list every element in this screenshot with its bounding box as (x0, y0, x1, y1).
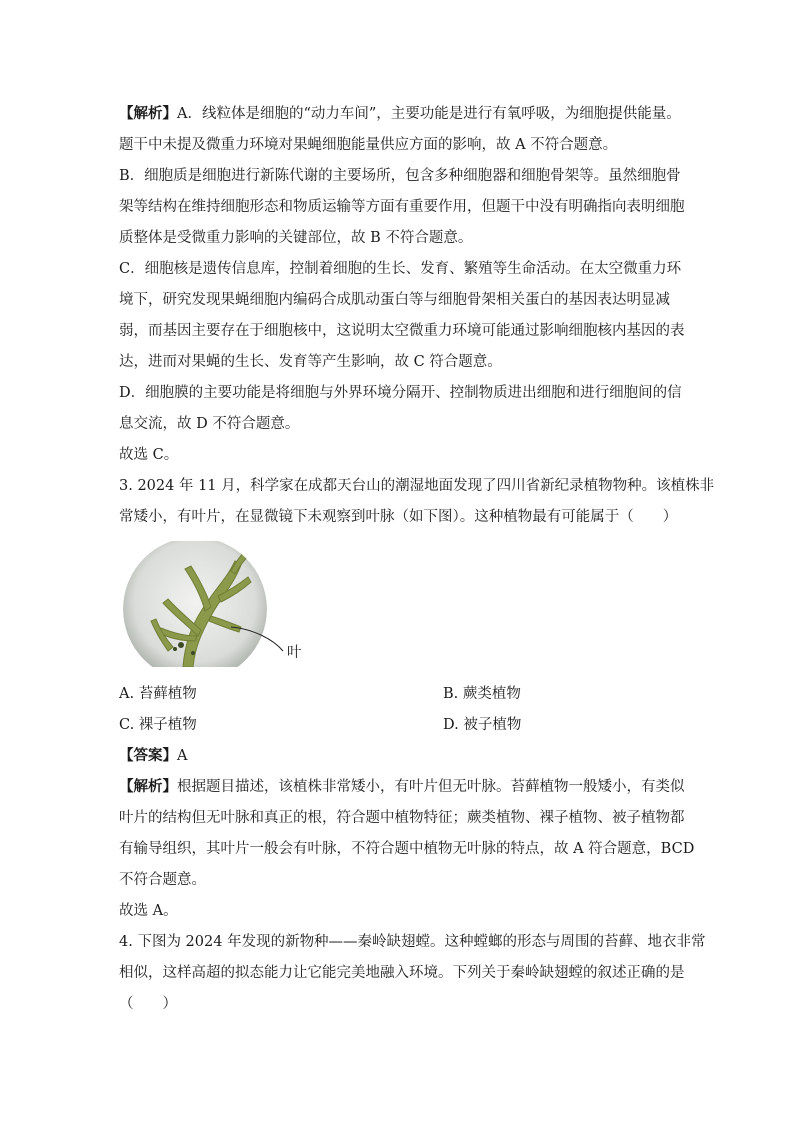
answer-heading: 【答案】 (119, 747, 177, 764)
option-a: A. 苔藓植物 (119, 686, 197, 702)
analysis-line-b3: 质整体是受微重力影响的关键部位，故 B 不符合题意。 (119, 230, 473, 246)
q3-analysis-line1: 【解析】根据题目描述，该植株非常矮小，有叶片但无叶脉。苔藓植物一般矮小，有类似 (119, 778, 685, 795)
answer-line (119, 746, 187, 766)
option-d: D. 被子植物 (443, 717, 522, 733)
moss-microscope-figure (123, 541, 313, 667)
q4-stem-line3: （ ） (119, 996, 177, 1012)
analysis-line-a2: 题干中未提及微重力环境对果蝇细胞能量供应方面的影响，故 A 不符合题意。 (119, 137, 618, 153)
q3-analysis-line4: 不符合题意。 (119, 872, 206, 888)
analysis-line-d2: 息交流，故 D 不符合题意。 (119, 416, 300, 432)
analysis-line-a1: 【解析】A．线粒体是细胞的“动力车间”，主要功能是进行有氧呼吸，为细胞提供能量。 (119, 105, 681, 122)
analysis-line-c4: 达，进而对果蝇的生长、发育等产生影响，故 C 符合题意。 (119, 354, 502, 370)
q4-stem-line1: 4. 下图为 2024 年发现的新物种——秦岭缺翅螳。这种螳螂的形态与周围的苔藓、地衣非常 (119, 934, 706, 950)
analysis-line-d1: D．细胞膜的主要功能是将细胞与外界环境分隔开、控制物质进出细胞和进行细胞间的信 (119, 385, 682, 401)
q3-stem-line2: 常矮小，有叶片，在显微镜下未观察到叶脉（如下图）。这种植物最有可能属于（ ） (119, 509, 678, 525)
q4-stem-line2: 相似，这样高超的拟态能力让它能完美地融入环境。下列关于秦岭缺翅螳的叙述正确的是 (119, 965, 685, 981)
analysis-line-b1: B．细胞质是细胞进行新陈代谢的主要场所，包含多种细胞器和细胞骨架等。虽然细胞骨 (119, 168, 681, 184)
analysis-line-c2: 境下，研究发现果蝇细胞内编码合成肌动蛋白等与细胞骨架相关蛋白的基因表达明显减 (119, 292, 670, 308)
option-c: C. 裸子植物 (119, 717, 197, 733)
option-b: B. 蕨类植物 (443, 686, 521, 702)
analysis-heading: 【解析】 (119, 105, 177, 122)
q3-conclusion: 故选 A。 (119, 903, 178, 919)
figure-label-leaf: 叶 (287, 645, 302, 661)
q3-stem-line1: 3. 2024 年 11 月，科学家在成都天台山的潮湿地面发现了四川省新纪录植物物种。该植株非 (119, 478, 715, 494)
analysis-conclusion: 故选 C。 (119, 447, 179, 463)
analysis-line-c1: C．细胞核是遗传信息库，控制着细胞的生长、发育、繁殖等生命活动。在太空微重力环 (119, 261, 682, 277)
q3-analysis-line2: 叶片的结构但无叶脉和真正的根，符合题中植物特征；蕨类植物、裸子植物、被子植物都 (119, 810, 685, 826)
analysis-line-b2: 架等结构在维持细胞形态和物质运输等方面有重要作用，但题干中没有明确指向表明细胞 (119, 199, 685, 215)
q3-analysis-line3: 有输导组织，其叶片一般会有叶脉，不符合题中植物无叶脉的特点，故 A 符合题意，BCD (119, 841, 695, 857)
moss-microscope-image (123, 541, 313, 667)
answer-value: A (177, 748, 188, 764)
analysis-line-c3: 弱，而基因主要存在于细胞核中，这说明太空微重力环境可能通过影响细胞核内基因的表 (119, 323, 685, 339)
q3-analysis-heading: 【解析】 (119, 778, 177, 795)
